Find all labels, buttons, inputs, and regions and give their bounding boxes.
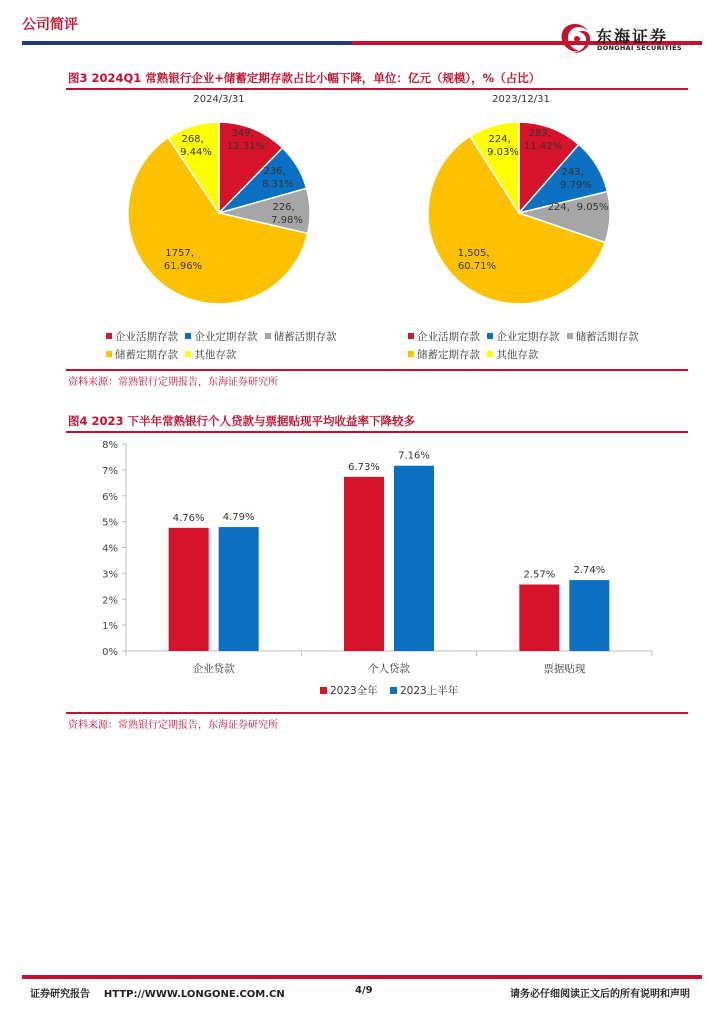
legend-item <box>106 347 178 362</box>
pie1-date: 2024/3/31 <box>193 94 245 105</box>
bar-data-label: 4.79% <box>222 512 255 524</box>
footer-disclaimer: 请务必仔细阅读正文后的所有说明和声明 <box>510 989 690 1000</box>
legend-swatch <box>265 333 271 339</box>
legend-item <box>487 329 559 344</box>
pie-data-label: 349， 12.31% <box>226 128 266 152</box>
legend-item <box>185 329 257 344</box>
legend-item <box>106 329 178 344</box>
legend-label: 储蓄定期存款 <box>115 349 178 361</box>
section-title: 公司简评 <box>22 17 78 33</box>
x-tick-label: 票据贴现 <box>543 663 586 675</box>
x-tick-label: 企业贷款 <box>192 663 235 675</box>
legend-label: 企业活期存款 <box>115 331 178 343</box>
legend-label: 储蓄活期存款 <box>273 331 337 343</box>
pie-data-label: 268， 9.44% <box>180 134 212 158</box>
legend-swatch <box>390 687 397 694</box>
y-tick-label: 8% <box>102 440 118 451</box>
figure4-title: 图4 2023 下半年常熟银行个人贷款与票据贴现平均收益率下降较多 <box>68 414 416 428</box>
pie-charts <box>0 100 724 320</box>
pie-data-label: 236， 8.31% <box>262 166 294 190</box>
figure3-bottom-rule <box>66 369 688 371</box>
bar <box>519 585 559 651</box>
legend-item <box>567 329 639 344</box>
legend-label: 2023上半年 <box>400 685 459 697</box>
pie-data-label: 283， 11.42% <box>523 128 563 152</box>
legend-item <box>408 347 480 362</box>
pie-data-label: 243， 9.79% <box>560 167 592 191</box>
bar <box>219 527 259 651</box>
figure4-bottom-rule <box>66 712 688 714</box>
legend-swatch <box>487 351 493 357</box>
bar <box>344 477 384 651</box>
figure3-source: 资料来源：常熟银行定期报告，东海证券研究所 <box>68 377 278 388</box>
bar-data-label: 6.73% <box>348 461 380 473</box>
legend-item <box>487 347 538 362</box>
y-tick-label: 3% <box>102 569 118 581</box>
y-tick-label: 0% <box>102 647 118 658</box>
figure3-title-rule <box>66 88 688 90</box>
header-bar-navy <box>22 41 352 45</box>
legend-label: 企业定期存款 <box>496 331 560 343</box>
footer-rule <box>22 975 702 979</box>
y-tick-label: 6% <box>102 491 118 503</box>
legend-item <box>408 329 480 344</box>
figure4-source: 资料来源：常熟银行定期报告，东海证券研究所 <box>68 720 278 731</box>
legend-swatch <box>106 351 112 357</box>
bar <box>394 466 434 651</box>
logo-chinese-name: 东海证券 <box>596 27 669 46</box>
bar <box>169 528 209 651</box>
legend-label: 2023全年 <box>330 685 378 697</box>
legend-label: 储蓄定期存款 <box>417 349 480 361</box>
y-tick-label: 1% <box>102 621 118 633</box>
legend-swatch <box>185 333 191 339</box>
pie-data-label: 224， 9.03% <box>487 134 519 158</box>
legend-label: 其他存款 <box>496 349 539 361</box>
pie1-legend-row2 <box>106 347 240 362</box>
pie1-legend-row1 <box>106 329 341 344</box>
legend-swatch <box>185 351 191 357</box>
donghai-logo-icon <box>556 20 594 58</box>
legend-item <box>185 347 236 362</box>
legend-swatch <box>567 333 573 339</box>
pie2-legend-row1 <box>408 329 643 344</box>
footer-website: 证券研究报告 HTTP://WWW.LONGONE.COM.CN <box>30 989 285 1000</box>
y-tick-label: 7% <box>102 465 118 477</box>
figure3-title: 图3 2024Q1 常熟银行企业+储蓄定期存款占比小幅下降，单位：亿元（规模），%（占比） <box>68 71 541 85</box>
y-tick-label: 4% <box>102 543 118 555</box>
bar-data-label: 2.57% <box>523 569 556 581</box>
footer-page-number: 4/9 <box>355 985 373 996</box>
pie2-date: 2023/12/31 <box>492 94 550 105</box>
logo-english-name: DONGHAI SECURITIES <box>597 44 682 52</box>
legend-swatch <box>408 351 414 357</box>
x-tick-label: 个人贷款 <box>368 663 410 675</box>
y-tick-label: 2% <box>102 595 118 607</box>
legend-item <box>265 329 337 344</box>
bar <box>569 580 609 651</box>
bar-data-label: 2.74% <box>573 565 606 577</box>
legend-label: 企业定期存款 <box>194 331 258 343</box>
y-tick-label: 5% <box>102 517 118 529</box>
bar-data-label: 7.16% <box>398 450 430 462</box>
legend-swatch <box>487 333 493 339</box>
bar-data-label: 4.76% <box>172 512 205 524</box>
legend-swatch <box>320 687 327 694</box>
legend-swatch <box>408 333 414 339</box>
legend-label: 企业活期存款 <box>417 331 480 343</box>
legend-label: 储蓄活期存款 <box>575 331 639 343</box>
legend-swatch <box>106 333 112 339</box>
legend-label: 其他存款 <box>194 349 237 361</box>
bar-chart <box>0 432 724 712</box>
pie-data-label: 226， 7.98% <box>271 202 303 226</box>
pie-data-label: 1757， 61.96% <box>163 248 203 272</box>
pie-data-label: 224，9.05% <box>547 202 609 213</box>
pie2-legend-row2 <box>408 347 542 362</box>
pie-data-label: 1,505， 60.71% <box>457 248 497 272</box>
